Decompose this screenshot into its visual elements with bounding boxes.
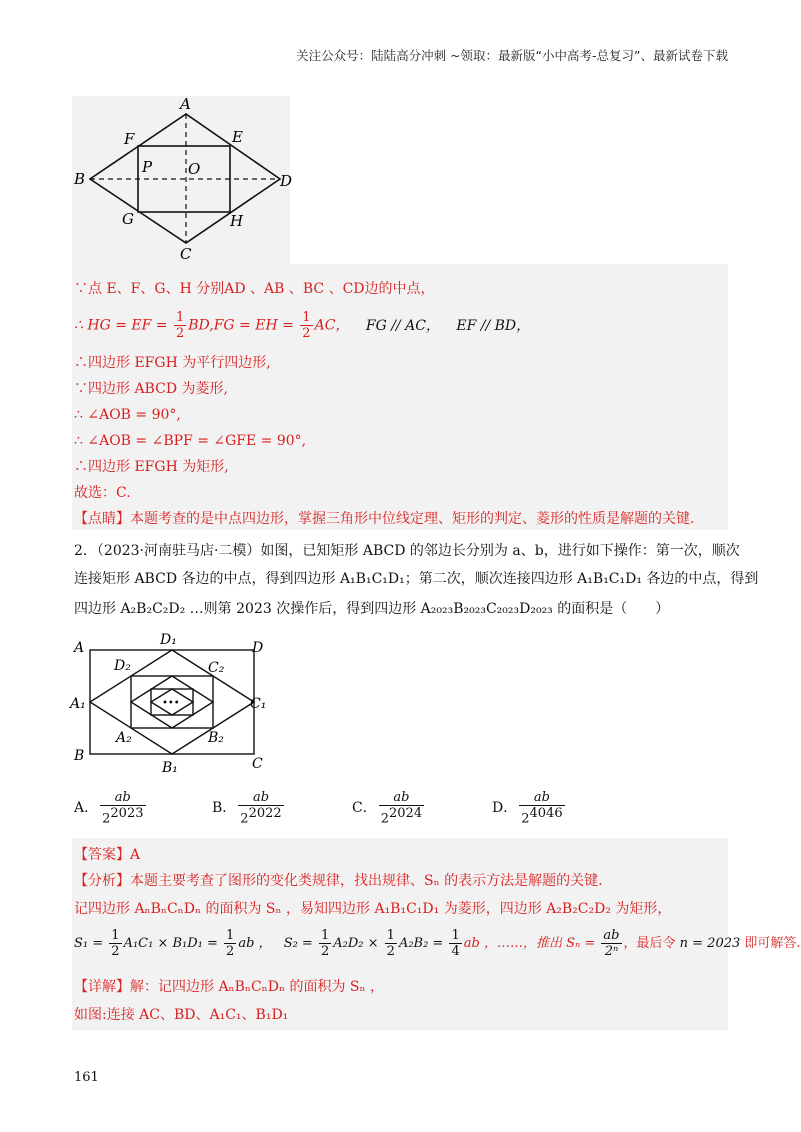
label-D2: D₂ xyxy=(114,658,131,674)
sol1-line6: ∴ ∠AOB = ∠BPF = ∠GFE = 90°, xyxy=(74,433,307,449)
label-C2: C₂ xyxy=(208,660,225,676)
label-G: G xyxy=(122,210,134,228)
sol1-line3: ∴四边形 EFGH 为平行四边形, xyxy=(74,355,271,371)
label-D: D xyxy=(252,640,264,656)
choice-B[interactable]: B． $\frac{ab}{22022}$ xyxy=(212,790,282,827)
label-dots: ••• xyxy=(162,698,180,709)
label-A2: A₂ xyxy=(116,730,132,746)
sol2-line3: 记四边形 AₙBₙCₙDₙ 的面积为 Sₙ ，易知四边形 A₁B₁C₁D₁ 为菱形，四边形 A₂B₂C₂D₂ 为矩形， xyxy=(74,901,672,917)
sol1-line4: ∵四边形 ABCD 为菱形, xyxy=(74,381,228,397)
label-E: E xyxy=(232,128,243,146)
label-B1: B₁ xyxy=(162,760,178,776)
sol2-answer: 【答案】A xyxy=(74,847,141,863)
sol1-line9: 【点睛】本题考查的是中点四边形，掌握三角形中位线定理、矩形的判定、菱形的性质是解题的关键. xyxy=(74,511,695,527)
q2-line2: 连接矩形 ABCD 各边的中点，得到四边形 A₁B₁C₁D₁；第二次，顺次连接四边形 A₁B₁C₁D₁ 各边的中点，得到 xyxy=(74,571,759,587)
sol2-detail: 【详解】解：记四边形 AₙBₙCₙDₙ 的面积为 Sₙ ， xyxy=(74,979,385,995)
sol1-line2: ∴ HG = EF = $\frac{1}{2}$ BD,FG = EH = $\frac{1}{2}$ AC， FG // AC， EF // BD， xyxy=(74,310,531,341)
label-B: B xyxy=(74,170,86,188)
page-number: 161 xyxy=(74,1070,99,1085)
label-A: A xyxy=(74,640,85,656)
label-P: P xyxy=(142,158,153,176)
label-C: C xyxy=(252,756,263,772)
sol1-line5: ∴ ∠AOB = 90°, xyxy=(74,407,181,423)
choice-D[interactable]: D． $\frac{ab}{24046}$ xyxy=(492,790,563,827)
label-O: O xyxy=(188,160,201,178)
sol2-connect: 如图:连接 AC、BD、A₁C₁、B₁D₁ xyxy=(74,1007,289,1023)
sol2-analysis: 【分析】本题主要考查了图形的变化类规律，找出规律、Sₙ 的表示方法是解题的关键. xyxy=(74,873,603,889)
rhombus-figure xyxy=(72,95,293,264)
label-B2: B₂ xyxy=(208,730,224,746)
sol1-line7: ∴四边形 EFGH 为矩形, xyxy=(74,459,229,475)
label-A1: A₁ xyxy=(70,696,86,712)
label-A: A xyxy=(180,95,191,113)
label-H: H xyxy=(230,212,244,230)
q2-line3: 四边形 A₂B₂C₂D₂ …则第 2023 次操作后，得到四边形 A₂₀₂₃B₂₀₂₃C₂₀₂₃D₂₀₂₃ 的面积是（ ） xyxy=(74,601,670,617)
choice-A[interactable]: A． $\frac{ab}{22023}$ xyxy=(74,790,144,827)
sol2-line4: S₁ = $\frac{1}{2}$ A₁C₁ × B₁D₁ = $\frac{1}{2}$ ab ， S₂ = $\frac{1}{2}$ A₂D₂ × $\frac{1}{2}$ A₂B₂ = $\frac{1}{4}$ ab ，……，推出 Sₙ = $\frac{ab}{\text{2ⁿ}}$ ，最后令 n = 2023 即可解答. xyxy=(74,928,801,959)
label-D: D xyxy=(280,172,293,190)
q2-line1: 2．（2023·河南驻马店·二模）如图，已知矩形 ABCD 的邻边长分别为 a、b，进行如下操作：第一次，顺次 xyxy=(74,543,740,559)
page-header: 关注公众号：陆陆高分冲刺 ~领取：最新版“小中高考-总复习”、最新试卷下载 xyxy=(296,48,728,63)
sol1-line8: 故选：C. xyxy=(74,485,131,501)
label-B: B xyxy=(74,748,85,764)
label-D1: D₁ xyxy=(160,632,177,648)
label-C: C xyxy=(180,245,192,263)
label-C1: C₁ xyxy=(250,696,267,712)
label-F: F xyxy=(124,130,135,148)
choice-C[interactable]: C． $\frac{ab}{22024}$ xyxy=(352,790,423,827)
nested-rect-figure xyxy=(68,628,278,778)
sol1-line1: ∵点 E、F、G、H 分别AD 、AB 、BC 、CD边的中点， xyxy=(74,281,435,297)
